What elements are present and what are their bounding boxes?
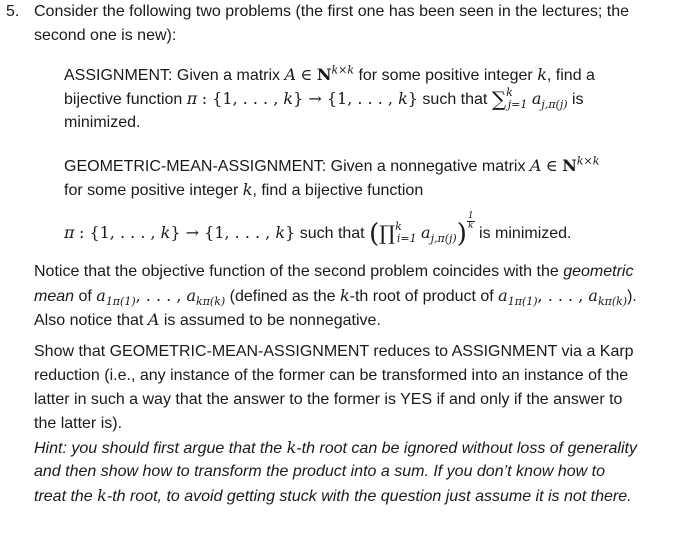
task-line-3: latter in such a way that the answer to the former is YES if and only if the answer to — [34, 391, 623, 408]
assignment-line-3: minimized. — [64, 114, 141, 131]
assignment-line-2: bijective function π : {1, . . . , k} → {1, . . . , k} such that ∑$^k_{j=1}$ $a_{j,\pi(j)}$ is — [64, 86, 584, 112]
geo-line-1: GEOMETRIC-MEAN-ASSIGNMENT: Given a nonnegative matrix A ∈ $N^{k\times k}$ — [64, 154, 600, 175]
assignment-line-1: ASSIGNMENT: Given a matrix A ∈ $N^{k\times k}$ for some positive integer k, find a — [64, 63, 595, 84]
geo-line-2: for some positive integer k, find a bijective function — [64, 180, 424, 199]
hint-line-1: Hint: you should first argue that the k-th root can be ignored without loss of generality — [34, 438, 637, 457]
intro-line-1: Consider the following two problems (the first one has been seen in the lectures; the — [34, 3, 629, 20]
task-line-1: Show that GEOMETRIC-MEAN-ASSIGNMENT reduces to ASSIGNMENT via a Karp — [34, 343, 634, 360]
hint-line-2: and then show how to transform the product into a sum. If you don’t know how to — [34, 463, 605, 480]
problem-number: 5. — [6, 3, 20, 20]
intro-line-2: second one is new): — [34, 27, 177, 44]
notice-line-2: mean of $a_{1\pi(1)}$, . . . , $a_{k\pi(k)}$ (defined as the k-th root of product of $a_{1\pi(1)}$, . . . , $a_{k\pi(k)}$). — [34, 286, 637, 309]
task-line-4: the latter is). — [34, 415, 123, 432]
geo-line-3: π : {1, . . . , k} → {1, . . . , k} such that (∏$^k_{i=1}$ $a_{j,\pi(j)}$) $\frac{1}{k}$ is minimized. — [64, 211, 572, 249]
task-line-2: reduction (i.e., any instance of the former can be transformed into an instance of the — [34, 367, 629, 384]
notice-line-3: Also notice that A is assumed to be nonnegative. — [34, 310, 381, 329]
notice-line-1: Notice that the objective function of the second problem coincides with the geometric — [34, 263, 634, 280]
hint-line-3: treat the k-th root, to avoid getting stuck with the question just assume it is not there. — [34, 486, 632, 505]
